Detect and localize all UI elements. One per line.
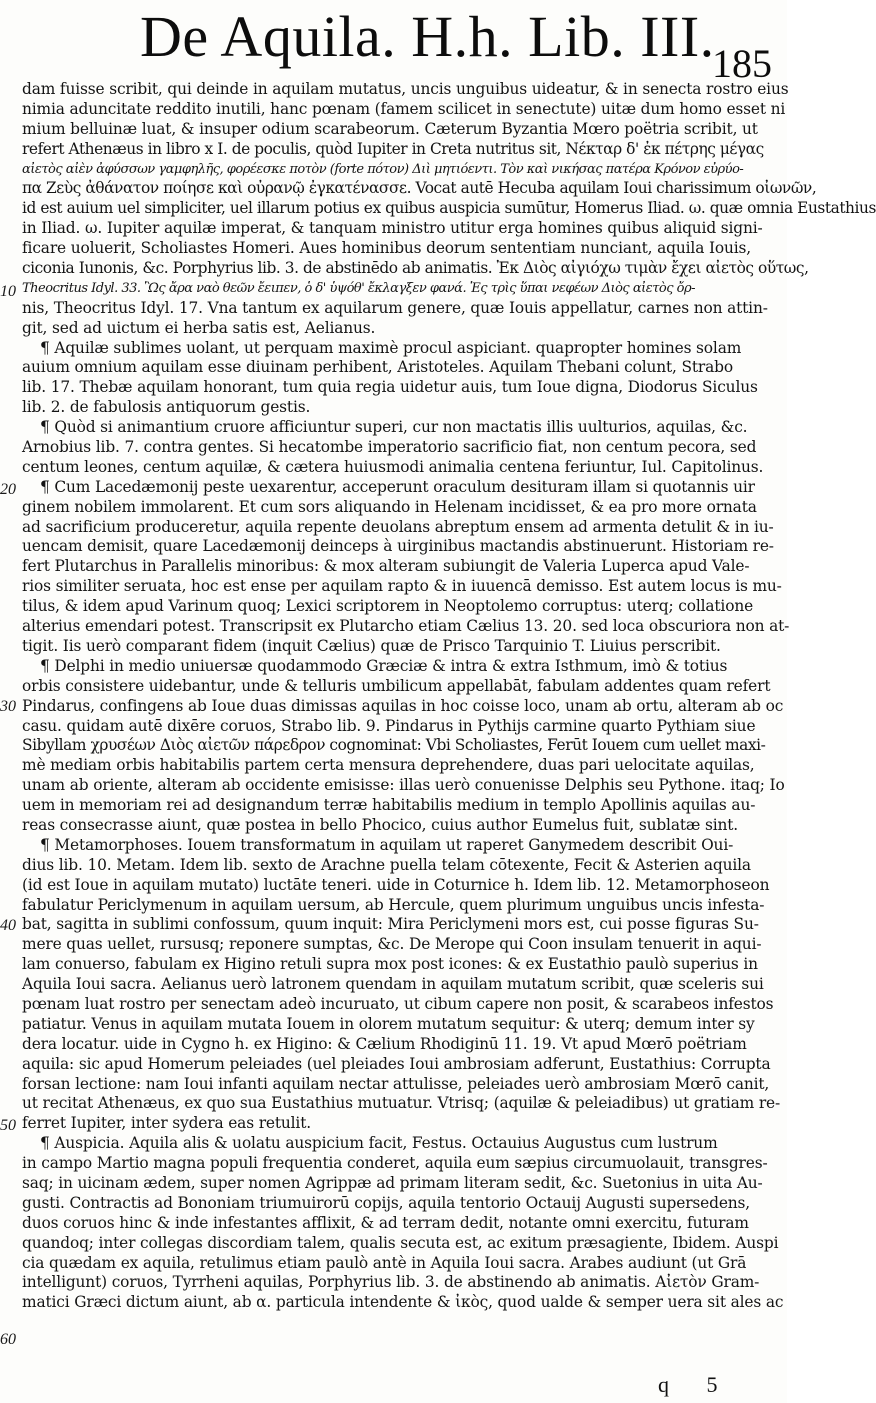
- text-line: gusti. Contractis ad Bononiam triumuirorū copijs, aquila tentorio Octauij Augusti supersedens,: [22, 1193, 751, 1212]
- paragraph-start-line: ¶ Quòd si animantium cruore afficiuntur superi, cur non mactatis illis uulturios, aquilas, &c.: [40, 418, 748, 437]
- text-line: rios similiter seruata, hoc est ense per aquilam rapto & in iuuencā demisso. Est autem locus is mu-: [22, 577, 782, 596]
- text-line: dius lib. 10. Metam. Idem lib. sexto de Arachne puella telam cōtexente, Fecit & Asterien aquila: [22, 855, 751, 874]
- text-line: duos coruos hinc & inde infestantes afflixit, & ad terram dedit, notante omni exercitu, futuram: [22, 1213, 749, 1232]
- text-line: ad sacrificium produceretur, aquila repente deuolans abreptum ensem ad armenta detulit & in iu-: [22, 517, 774, 536]
- text-line: Sibyllam χρυσέων Διὸς αἰετῶν πάρεδρον cognominat: Vbi Scholiastes, Ferūt Iouem cum uellet maxi-: [22, 736, 766, 755]
- text-line: uencam demisit, quare Lacedæmonij deinceps à uirginibus mactandis abstinuerunt. Historiam re-: [22, 537, 774, 556]
- text-line: lam conuerso, fabulam ex Higino retuli supra mox post icones: & ex Eustathio paulò superius in: [22, 955, 758, 974]
- text-line: dera locatur. uide in Cygno h. ex Higino: & Cælium Rhodiginū 11. 19. Vt apud Mœrō poëtriam: [22, 1034, 747, 1053]
- text-line: in campo Martio magna populi frequentia conderet, aquila eum sæpius circumuolauit, transgres-: [22, 1154, 768, 1173]
- page-number: 185: [712, 41, 772, 86]
- text-line: Arnobius lib. 7. contra gentes. Si hecatombe imperatorio sacrificio fiat, non centum pecora, sed: [22, 438, 757, 457]
- text-line: tilus, & idem apud Varinum quoq; Lexici scriptorem in Neoptolemo corruptus: uterq; collatione: [22, 597, 754, 616]
- text-line: fabulatur Periclymenum in aquilam uersum, ab Hercule, quem plurimum unguibus uncis infesta-: [22, 895, 765, 914]
- text-line: quandoq; inter collegas discordiam talem, qualis secuta est, ac exitum præsagiente, Ibidem. Auspi: [22, 1233, 779, 1252]
- text-line: αἰετὸς αἰὲν ἀφύσσων γαμφηλῆς, φορέεσκε ποτὸν (forte πότον) Διὶ μητιόεντι. Τὸν καὶ νικήσας πατέρα Κρόνον εὐρύο-: [22, 161, 744, 177]
- text-line: orbis consistere uidebantur, unde & telluris umbilicum appellabāt, fabulam addentes quam refert: [22, 676, 771, 695]
- text-line: πα Ζεὺς ἀθάνατον ποίησε καὶ οὐρανῷ ἐγκατένασσε. Vocat autē Hecuba aquilam Ioui charissimum οἰωνῶν,: [22, 179, 817, 198]
- margin-line-number: 60: [0, 1331, 16, 1348]
- text-line: casu. quidam autē dixēre coruos, Strabo lib. 9. Pindarus in Pythijs carmine quarto Pythiam siue: [22, 716, 756, 735]
- text-line: mium belluinæ luat, & insuper odium scarabeorum. Cæterum Byzantia Mœro poëtria scribit, ut: [22, 119, 758, 138]
- paragraph-start-line: ¶ Aquilæ sublimes uolant, ut perquam maximè procul aspiciant. quapropter homines solam: [40, 338, 742, 357]
- text-line: id est auium uel simpliciter, uel illarum potius ex quibus auspicia sumūtur, Homerus Iliad. ω. quæ omnia Eustathius: [22, 199, 876, 218]
- margin-line-number: 50: [0, 1117, 16, 1134]
- text-line: nis, Theocritus Idyl. 17. Vna tantum ex aquilarum genere, quæ Iouis appellatur, carnes non attin-: [22, 298, 768, 317]
- margin-line-number: 30: [0, 698, 16, 715]
- text-line: saq; in uicinam ædem, super nomen Agrippæ ad primam literam sedit, &c. Suetonius in uita Au-: [22, 1173, 763, 1192]
- margin-line-number: 20: [0, 481, 16, 498]
- running-head: De Aquila. H.h. Lib. III.: [140, 4, 715, 69]
- text-line: auium omnium aquilam esse diuinam perhibent, Aristoteles. Aquilam Thebani colunt, Strabo: [22, 358, 733, 377]
- text-line: uem in memoriam rei ad designandum terræ habitabilis medium in templo Apollinis aquilas au-: [22, 796, 756, 815]
- text-line: fert Plutarchus in Parallelis minoribus: & mox alteram subiungit de Valeria Luperca apud Vale-: [22, 557, 750, 576]
- text-line: nimia aduncitate reddito inutili, hanc pœnam (famem scilicet in senectute) uitæ dum homo esset ni: [22, 99, 786, 118]
- text-line: in Iliad. ω. Iupiter aquilæ imperat, & tanquam ministro utitur erga homines quibus aliquid signi-: [22, 219, 763, 238]
- body-text: [22, 80, 876, 1313]
- text-line: cia quædam ex aquila, retulimus etiam paulò antè in Aquila Ioui sacra. Arabes audiunt (ut Grā: [22, 1253, 747, 1272]
- text-line: dam fuisse scribit, qui deinde in aquilam mutatus, uncis unguibus uideatur, & in senecta rostro eius: [22, 80, 789, 98]
- paragraph-start-line: ¶ Metamorphoses. Iouem transformatum in aquilam ut raperet Ganymedem describit Oui-: [40, 835, 734, 854]
- text-line: tigit. Iis uerò comparant fidem (inquit Cælius) quæ de Prisco Tarquinio T. Liuius perscribit.: [22, 636, 721, 655]
- text-line: aquila: sic apud Homerum peleiades (uel pleiades Ioui ambrosiam adferunt, Eustathius: Corrupta: [22, 1054, 771, 1073]
- text-line: alterius emendari potest. Transcripsit ex Plutarcho etiam Cælius 13. 20. sed loca obscuriora non at-: [22, 617, 790, 636]
- paragraph-start-line: ¶ Cum Lacedæmonij peste uexarentur, acceperunt oraculum desituram illam si quotannis uir: [40, 477, 755, 496]
- text-line: lib. 17. Thebæ aquilam honorant, tum quia regia uidetur auis, tum Ioue digna, Diodorus Siculus: [22, 378, 758, 397]
- text-line: ciconia Iunonis, &c. Porphyrius lib. 3. de abstinēdo ab animatis. Ἐκ Διὸς αἰγιόχω τιμὰν ἔχει αἰετὸς οὕτως,: [22, 259, 809, 278]
- text-line: refert Athenæus in libro x I. de poculis, quòd Iupiter in Creta nutritus sit, Νέκταρ δ' ἐκ πέτρης μέγας: [22, 139, 764, 158]
- text-line: pœnam luat rostro per senectam adeò incuruato, ut cibum capere non posit, & scarabeos infestos: [22, 994, 774, 1013]
- text-line: ut recitat Athenæus, ex quo sua Eustathius mutuatur. Vtrisq; (aquilæ & peleiadibus) ut gratiam re-: [22, 1094, 781, 1113]
- text-line: bat, sagitta in sublimi confossum, quum inquit: Mira Periclymeni mors est, cui posse figuras Su-: [22, 915, 759, 934]
- text-line: ficare uoluerit, Scholiastes Homeri. Aues hominibus deorum sententiam nunciant, aquila Iouis,: [22, 239, 752, 258]
- paragraph-start-line: ¶ Auspicia. Aquila alis & uolatu auspicium facit, Festus. Octauius Augustus cum lustrum: [40, 1134, 718, 1153]
- text-line: (id est Ioue in aquilam mutato) luctāte teneri. uide in Coturnice h. Idem lib. 12. Metamorphoseon: [22, 875, 770, 894]
- text-line: Aquila Ioui sacra. Aelianus uerò latronem quendam in aquilam mutatum scribit, quæ sceleris sui: [22, 975, 764, 994]
- text-line: forsan lectione: nam Ioui infanti aquilam nectar attulisse, peleiades uerò ambrosiam Mœrō canit,: [22, 1074, 770, 1093]
- margin-line-number: 40: [0, 917, 16, 934]
- text-line: patiatur. Venus in aquilam mutata Iouem in olorem mutatum sequitur: & uterq; demum inter sy: [22, 1014, 755, 1033]
- text-line: unam ab oriente, alteram ab occidente emisisse: illas uerò conuenisse Delphis seu Pythone. itaq; Io: [22, 776, 785, 795]
- paragraph-start-line: ¶ Delphi in medio uniuersæ quodammodo Græciæ & intra & extra Isthmum, imò & totius: [40, 656, 728, 675]
- text-line: centum leones, centum aquilæ, & cætera huiusmodi animalia centena feriuntur, Iul. Capitolinus.: [22, 457, 764, 476]
- text-line: mè mediam orbis habitabilis partem certa mensura deprehendere, duas pari uelocitate aquilas,: [22, 756, 755, 775]
- text-line: matici Græci dictum aiunt, ab α. particula intendente & ἰκὸς, quod ualde & semper uera sit ales ac: [22, 1293, 784, 1312]
- text-line: ferret Iupiter, inter sydera eas retulit.: [22, 1114, 311, 1133]
- text-line: Pindarus, confingens ab Ioue duas dimissas aquilas in hoc coisse loco, unam ab ortu, alteram ab oc: [22, 696, 784, 715]
- text-line: ginem nobilem immolarent. Et cum sors aliquando in Helenam incidisset, & ea pro more ornata: [22, 497, 757, 516]
- text-line: Theocritus Idyl. 33. Ὣς ἄρα ναὸ θεῶν ἔειπεν, ὁ δ' ὑψόθ' ἔκλαγξεν φανά. Ἐς τρὶς ὕπαι νεφέων Διὸς αἰετὸς ὄρ-: [22, 280, 695, 296]
- text-line: reas consecrasse aiunt, quæ postea in bello Phocico, cuius author Eumelus fuit, sublatæ sint.: [22, 815, 739, 834]
- text-line: mere quas uellet, rursusq; reponere sumptas, &c. De Merope qui Coon insulam tenuerit in aqui-: [22, 935, 762, 954]
- signature-mark: q 5: [658, 1372, 734, 1397]
- text-line: lib. 2. de fabulosis antiquorum gestis.: [22, 398, 311, 417]
- text-line: intelligunt) coruos, Tyrrheni aquilas, Porphyrius lib. 3. de abstinendo ab animatis. Αἰετὸν Gram-: [22, 1273, 760, 1292]
- text-line: git, sed ad uictum ei herba satis est, Aelianus.: [22, 318, 376, 337]
- margin-line-number: 10: [0, 283, 16, 300]
